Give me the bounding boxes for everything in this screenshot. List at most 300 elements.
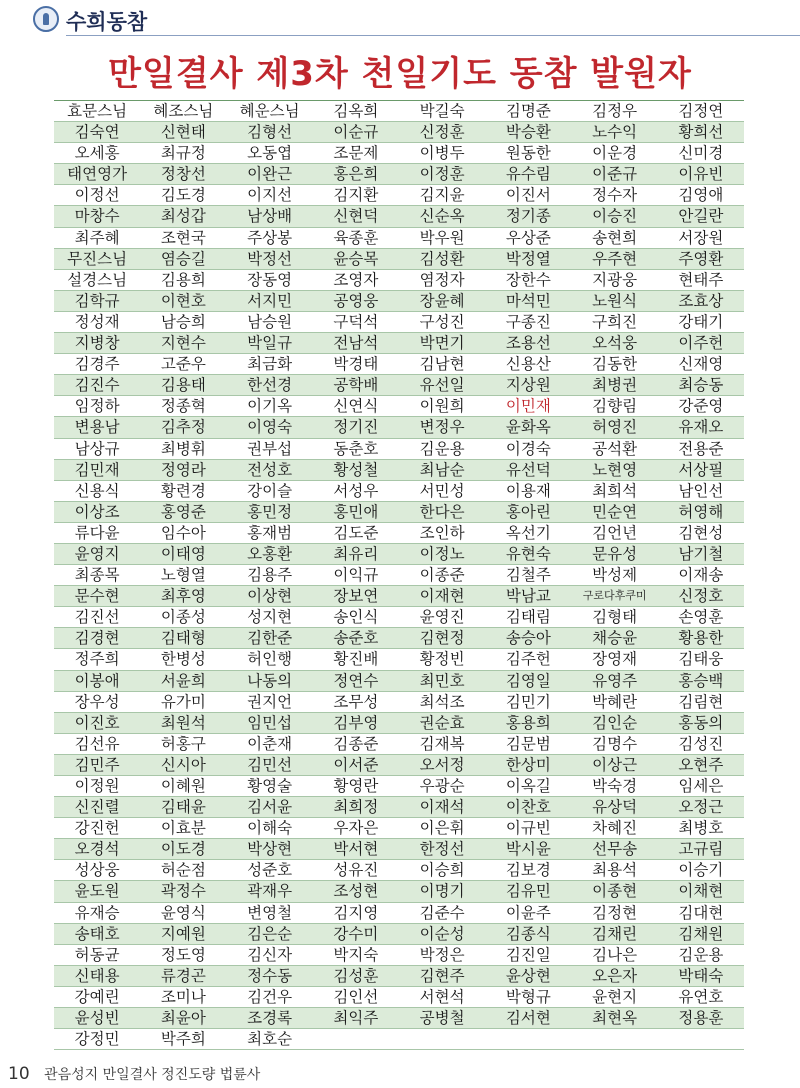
name-cell: 류다윤 xyxy=(74,523,120,542)
name-cell: 이순규 xyxy=(333,123,379,142)
name-cell: 유연호 xyxy=(678,987,724,1006)
name-cell: 서장원 xyxy=(678,228,724,247)
name-cell: 박면기 xyxy=(419,334,465,353)
name-cell: 고규림 xyxy=(678,840,724,859)
table-row xyxy=(54,565,744,586)
name-cell: 윤성빈 xyxy=(74,1009,120,1028)
name-cell: 윤승목 xyxy=(333,249,379,268)
name-cell: 김성훈 xyxy=(333,966,379,985)
name-cell: 정창선 xyxy=(160,165,206,184)
name-cell: 송현희 xyxy=(592,228,638,247)
name-cell: 박승환 xyxy=(505,123,551,142)
table-row xyxy=(54,291,744,312)
name-cell: 선무송 xyxy=(592,840,638,859)
name-cell: 이종준 xyxy=(419,566,465,585)
name-cell: 신정훈 xyxy=(419,123,465,142)
name-cell: 김지윤 xyxy=(419,186,465,205)
name-cell: 김명수 xyxy=(592,734,638,753)
name-cell: 한정선 xyxy=(419,840,465,859)
name-cell: 이상조 xyxy=(74,502,120,521)
name-cell: 남승원 xyxy=(247,312,293,331)
table-row xyxy=(54,312,744,333)
name-cell: 지예원 xyxy=(160,924,206,943)
name-cell: 김동한 xyxy=(592,355,638,374)
table-row xyxy=(54,122,744,143)
name-cell: 박주희 xyxy=(160,1030,206,1049)
name-cell: 정성재 xyxy=(74,312,120,331)
name-cell: 최후영 xyxy=(160,587,206,606)
name-cell: 황영란 xyxy=(333,777,379,795)
name-cell: 김도경 xyxy=(160,186,206,205)
name-cell: 조현국 xyxy=(160,228,206,247)
name-cell: 최병휘 xyxy=(160,439,206,458)
name-cell: 남상배 xyxy=(247,207,293,226)
name-cell: 황용한 xyxy=(678,629,724,648)
name-cell: 무진스님 xyxy=(67,249,128,268)
name-cell: 이병두 xyxy=(419,144,465,163)
name-cell: 이해숙 xyxy=(247,819,293,838)
name-cell: 허순점 xyxy=(160,861,206,880)
name-cell: 김민주 xyxy=(74,755,120,774)
name-cell: 신진렬 xyxy=(74,798,120,817)
name-cell: 현태주 xyxy=(678,270,724,289)
name-cell: 김문범 xyxy=(505,734,551,753)
name-cell: 김철주 xyxy=(505,566,551,585)
name-cell: 김진일 xyxy=(505,945,551,964)
name-cell: 임세은 xyxy=(678,777,724,795)
table-row xyxy=(54,460,744,481)
table-row xyxy=(54,734,744,755)
name-cell: 신시아 xyxy=(160,755,206,774)
name-cell: 이영숙 xyxy=(247,418,293,437)
name-cell: 김용희 xyxy=(160,270,206,289)
name-cell: 박숙경 xyxy=(592,777,638,795)
name-cell: 공영웅 xyxy=(333,291,379,310)
name-cell: 박태숙 xyxy=(678,966,724,985)
name-cell: 김준수 xyxy=(419,903,465,922)
name-cell: 김영애 xyxy=(678,186,724,205)
name-cell: 정종혁 xyxy=(160,397,206,416)
name-cell: 이용재 xyxy=(505,481,551,500)
name-cell: 홍은희 xyxy=(333,165,379,184)
name-cell: 김학규 xyxy=(74,291,120,310)
name-cell: 김지환 xyxy=(333,186,379,205)
name-cell: 변정우 xyxy=(419,418,465,437)
table-row xyxy=(54,713,744,734)
name-cell: 조무성 xyxy=(333,692,379,711)
name-cell: 임정하 xyxy=(74,397,120,416)
name-cell: 이순성 xyxy=(419,924,465,943)
name-cell: 권순효 xyxy=(419,713,465,732)
name-cell: 김진선 xyxy=(74,608,120,627)
name-cell: 최승동 xyxy=(678,376,724,395)
name-cell: 김정우 xyxy=(592,102,638,120)
name-cell: 박정열 xyxy=(505,249,551,268)
name-cell: 정도영 xyxy=(160,945,206,964)
name-cell: 오홍환 xyxy=(247,544,293,563)
name-cell: 이승희 xyxy=(419,861,465,880)
name-cell: 박지숙 xyxy=(333,945,379,964)
table-row xyxy=(54,185,744,206)
name-cell: 김정현 xyxy=(592,903,638,922)
name-cell: 조효상 xyxy=(678,291,724,310)
name-cell: 임수아 xyxy=(160,523,206,542)
name-cell: 동춘호 xyxy=(333,439,379,458)
name-cell: 주영환 xyxy=(678,249,724,268)
name-cell: 김경주 xyxy=(74,355,120,374)
name-cell: 노형열 xyxy=(160,566,206,585)
name-cell: 오세홍 xyxy=(74,144,120,163)
name-cell: 이상근 xyxy=(592,755,638,774)
name-cell: 이경숙 xyxy=(505,439,551,458)
name-cell: 최희석 xyxy=(592,481,638,500)
name-cell: 장우성 xyxy=(74,692,120,711)
name-cell: 장동영 xyxy=(247,270,293,289)
name-cell: 신순옥 xyxy=(419,207,465,226)
name-cell: 홍아린 xyxy=(505,502,551,521)
name-cell: 이유빈 xyxy=(678,165,724,184)
name-cell: 유선덕 xyxy=(505,460,551,479)
name-cell: 박정선 xyxy=(247,249,293,268)
table-row xyxy=(54,523,744,544)
name-cell: 최익주 xyxy=(333,1009,379,1028)
table-row xyxy=(54,249,744,270)
name-cell: 박길숙 xyxy=(419,102,465,120)
table-row xyxy=(54,903,744,924)
name-cell: 조문제 xyxy=(333,144,379,163)
name-cell: 최원석 xyxy=(160,713,206,732)
name-cell: 김종준 xyxy=(333,734,379,753)
name-cell: 이정원 xyxy=(74,777,120,795)
name-cell: 지병창 xyxy=(74,334,120,353)
name-cell: 유수림 xyxy=(505,165,551,184)
name-cell: 윤도원 xyxy=(74,882,120,901)
name-cell: 김신자 xyxy=(247,945,293,964)
table-row xyxy=(54,692,744,713)
name-cell: 조경록 xyxy=(247,1009,293,1028)
name-cell: 박시윤 xyxy=(505,840,551,859)
name-cell: 김재복 xyxy=(419,734,465,753)
name-cell: 김건우 xyxy=(247,987,293,1006)
table-row xyxy=(54,839,744,860)
name-cell: 김정연 xyxy=(678,102,724,120)
name-cell: 송태호 xyxy=(74,924,120,943)
name-cell: 송준호 xyxy=(333,629,379,648)
name-cell: 김도준 xyxy=(333,523,379,542)
name-cell: 이명기 xyxy=(419,882,465,901)
name-cell: 김숙연 xyxy=(74,123,120,142)
name-cell: 주상봉 xyxy=(247,228,293,247)
name-cell: 오정근 xyxy=(678,798,724,817)
name-cell: 조영자 xyxy=(333,270,379,289)
name-cell: 이재송 xyxy=(678,566,724,585)
name-cell: 강수미 xyxy=(333,924,379,943)
name-cell: 채승윤 xyxy=(592,629,638,648)
name-cell: 안길란 xyxy=(678,207,724,226)
name-cell: 김서현 xyxy=(505,1009,551,1028)
name-cell: 최성갑 xyxy=(160,207,206,226)
name-cell: 최용석 xyxy=(592,861,638,880)
table-row xyxy=(54,206,744,227)
name-cell: 곽재우 xyxy=(247,882,293,901)
name-cell: 우자은 xyxy=(333,819,379,838)
name-cell: 김태형 xyxy=(160,629,206,648)
name-cell: 박형규 xyxy=(505,987,551,1006)
name-cell: 서상필 xyxy=(678,460,724,479)
name-cell: 이춘재 xyxy=(247,734,293,753)
table-row xyxy=(54,755,744,776)
name-cell: 박우원 xyxy=(419,228,465,247)
name-cell: 장보연 xyxy=(333,587,379,606)
name-cell: 김대현 xyxy=(678,903,724,922)
name-cell: 최금화 xyxy=(247,355,293,374)
name-cell: 지광웅 xyxy=(592,270,638,289)
name-cell: 김남현 xyxy=(419,355,465,374)
name-cell: 유영주 xyxy=(592,671,638,690)
name-cell: 송승아 xyxy=(505,629,551,648)
name-cell: 허인행 xyxy=(247,650,293,669)
name-cell: 민순연 xyxy=(592,502,638,521)
name-cell: 한병성 xyxy=(160,650,206,669)
table-row xyxy=(54,628,744,649)
table-row xyxy=(54,544,744,565)
table-row xyxy=(54,649,744,670)
table-row xyxy=(54,143,744,164)
name-cell: 남기철 xyxy=(678,544,724,563)
name-cell: 이현호 xyxy=(160,291,206,310)
name-cell: 김명준 xyxy=(505,102,551,120)
name-cell: 우상준 xyxy=(505,228,551,247)
name-cell: 변영철 xyxy=(247,903,293,922)
section-title: 수희동참 xyxy=(66,10,148,34)
table-row xyxy=(54,164,744,185)
name-cell: 정주희 xyxy=(74,650,120,669)
name-cell: 허영진 xyxy=(592,418,638,437)
name-cell xyxy=(658,1029,744,1049)
footer-text: 관음성지 만일결사 정진도량 법륜사 xyxy=(44,1067,261,1083)
name-cell: 정영라 xyxy=(160,460,206,479)
name-cell: 이재석 xyxy=(419,798,465,817)
name-cell: 신용식 xyxy=(74,481,120,500)
page-header xyxy=(0,0,800,40)
name-cell: 최윤아 xyxy=(160,1009,206,1028)
name-cell: 우광순 xyxy=(419,777,465,795)
name-cell: 김용태 xyxy=(160,376,206,395)
table-row xyxy=(54,396,744,417)
name-cell: 이윤주 xyxy=(505,903,551,922)
name-cell: 신연식 xyxy=(333,397,379,416)
name-cell: 이민재 xyxy=(505,397,551,416)
name-cell: 최병권 xyxy=(592,376,638,395)
name-cell: 전성호 xyxy=(247,460,293,479)
name-cell: 이태영 xyxy=(160,544,206,563)
name-cell: 최석조 xyxy=(419,692,465,711)
table-row xyxy=(54,101,744,122)
name-cell: 성준호 xyxy=(247,861,293,880)
table-row xyxy=(54,354,744,375)
name-cell: 윤상현 xyxy=(505,966,551,985)
name-cell: 박성제 xyxy=(592,566,638,585)
name-cell: 김성진 xyxy=(678,734,724,753)
name-cell: 황련경 xyxy=(160,481,206,500)
name-cell: 이규빈 xyxy=(505,819,551,838)
name-cell: 성지현 xyxy=(247,608,293,627)
table-row xyxy=(54,797,744,818)
name-cell: 최규정 xyxy=(160,144,206,163)
name-cell: 태연영가 xyxy=(67,165,128,184)
name-cell: 손영훈 xyxy=(678,608,724,627)
name-cell: 김지영 xyxy=(333,903,379,922)
name-cell: 김종식 xyxy=(505,924,551,943)
name-cell: 김채린 xyxy=(592,924,638,943)
name-cell: 신태용 xyxy=(74,966,120,985)
name-cell: 최현옥 xyxy=(592,1009,638,1028)
name-cell: 강이슬 xyxy=(247,481,293,500)
name-cell: 강준영 xyxy=(678,397,724,416)
name-cell: 노현영 xyxy=(592,460,638,479)
name-cell: 박서현 xyxy=(333,840,379,859)
name-cell: 김용주 xyxy=(247,566,293,585)
name-cell: 오은자 xyxy=(592,966,638,985)
name-cell: 김현주 xyxy=(419,966,465,985)
name-cell: 허동균 xyxy=(74,945,120,964)
name-cell: 이혜원 xyxy=(160,777,206,795)
name-cell: 육종훈 xyxy=(333,228,379,247)
name-cell: 노원식 xyxy=(592,291,638,310)
name-cell: 류경곤 xyxy=(160,966,206,985)
name-cell: 정연수 xyxy=(333,671,379,690)
name-cell: 이주헌 xyxy=(678,334,724,353)
name-cell: 유상덕 xyxy=(592,798,638,817)
name-cell: 윤화옥 xyxy=(505,418,551,437)
page-number: 10 xyxy=(8,1064,30,1084)
name-cell: 성상웅 xyxy=(74,861,120,880)
name-cell: 윤현지 xyxy=(592,987,638,1006)
name-cell: 이찬호 xyxy=(505,798,551,817)
name-cell: 김현정 xyxy=(419,629,465,648)
name-cell: 차혜진 xyxy=(592,819,638,838)
name-cell: 홍영준 xyxy=(160,502,206,521)
table-row xyxy=(54,607,744,628)
table-row xyxy=(54,333,744,354)
name-cell: 고준우 xyxy=(160,355,206,374)
name-cell: 김진수 xyxy=(74,376,120,395)
name-cell: 구성진 xyxy=(419,312,465,331)
name-cell: 이기옥 xyxy=(247,397,293,416)
name-cell: 강태기 xyxy=(678,312,724,331)
name-cell: 김주헌 xyxy=(505,650,551,669)
name-cell: 김나은 xyxy=(592,945,638,964)
name-cell: 김경현 xyxy=(74,629,120,648)
name-cell: 김한준 xyxy=(247,629,293,648)
name-cell: 한다은 xyxy=(419,502,465,521)
name-cell: 최호순 xyxy=(247,1030,293,1049)
name-cell: 신용산 xyxy=(505,355,551,374)
name-cell: 곽정수 xyxy=(160,882,206,901)
name-cell: 구로다후쿠미 xyxy=(582,589,647,603)
name-cell: 최병호 xyxy=(678,819,724,838)
name-cell: 전용준 xyxy=(678,439,724,458)
name-cell: 김민기 xyxy=(505,692,551,711)
name-cell: 원동한 xyxy=(505,144,551,163)
name-cell: 이승진 xyxy=(592,207,638,226)
name-cell: 박남교 xyxy=(505,587,551,606)
table-row xyxy=(54,586,744,607)
name-cell: 김은순 xyxy=(247,924,293,943)
name-cell: 마석민 xyxy=(505,291,551,310)
name-cell: 전남석 xyxy=(333,334,379,353)
name-cell: 김형태 xyxy=(592,608,638,627)
name-cell: 김선유 xyxy=(74,734,120,753)
name-cell: 유선일 xyxy=(419,376,465,395)
name-cell: 설경스님 xyxy=(67,270,128,289)
name-cell: 정수동 xyxy=(247,966,293,985)
name-cell: 김민재 xyxy=(74,460,120,479)
table-row xyxy=(54,1008,744,1029)
name-cell: 이상현 xyxy=(247,587,293,606)
name-cell: 이진서 xyxy=(505,186,551,205)
name-cell: 권부섭 xyxy=(247,439,293,458)
name-cell: 정기종 xyxy=(505,207,551,226)
name-cell: 김민선 xyxy=(247,755,293,774)
name-cell: 지현수 xyxy=(160,334,206,353)
name-cell: 공석환 xyxy=(592,439,638,458)
table-row xyxy=(54,270,744,291)
name-cell: 조미나 xyxy=(160,987,206,1006)
name-cell: 김성환 xyxy=(419,249,465,268)
name-cell: 오경석 xyxy=(74,840,120,859)
name-cell: 남상규 xyxy=(74,439,120,458)
table-row xyxy=(54,860,744,881)
name-cell: 서민성 xyxy=(419,481,465,500)
temple-logo-icon xyxy=(33,6,59,32)
name-cell: 이완근 xyxy=(247,165,293,184)
name-cell: 정용훈 xyxy=(678,1009,724,1028)
table-row xyxy=(54,375,744,396)
name-cell: 김향림 xyxy=(592,397,638,416)
name-cell: 이도경 xyxy=(160,840,206,859)
name-cell: 오동엽 xyxy=(247,144,293,163)
name-cell: 마창수 xyxy=(74,207,120,226)
name-cell: 혜운스님 xyxy=(239,102,300,120)
name-cell: 이재현 xyxy=(419,587,465,606)
name-cell: 효문스님 xyxy=(67,102,128,120)
name-cell: 허영해 xyxy=(678,502,724,521)
name-cell: 서지민 xyxy=(247,291,293,310)
name-cell: 염승길 xyxy=(160,249,206,268)
name-cell: 서성우 xyxy=(333,481,379,500)
name-cell: 김옥희 xyxy=(333,102,379,120)
page-footer xyxy=(8,1064,260,1084)
name-cell: 홍용희 xyxy=(505,713,551,732)
name-cell: 이종성 xyxy=(160,608,206,627)
name-cell: 이효분 xyxy=(160,819,206,838)
name-cell: 황정빈 xyxy=(419,650,465,669)
name-cell: 김채원 xyxy=(678,924,724,943)
name-cell: 윤영진 xyxy=(419,608,465,627)
table-row xyxy=(54,966,744,987)
name-cell: 황희선 xyxy=(678,123,724,142)
page-title: 만일결사 제3차 천일기도 동참 발원자 xyxy=(108,54,692,94)
name-cell: 이정훈 xyxy=(419,165,465,184)
name-cell: 강정민 xyxy=(74,1030,120,1049)
name-cell: 이정선 xyxy=(74,186,120,205)
name-cell: 홍동의 xyxy=(678,713,724,732)
name-cell: 남인선 xyxy=(678,481,724,500)
name-cell: 유재오 xyxy=(678,418,724,437)
name-cell: 오석웅 xyxy=(592,334,638,353)
name-cell: 오서정 xyxy=(419,755,465,774)
